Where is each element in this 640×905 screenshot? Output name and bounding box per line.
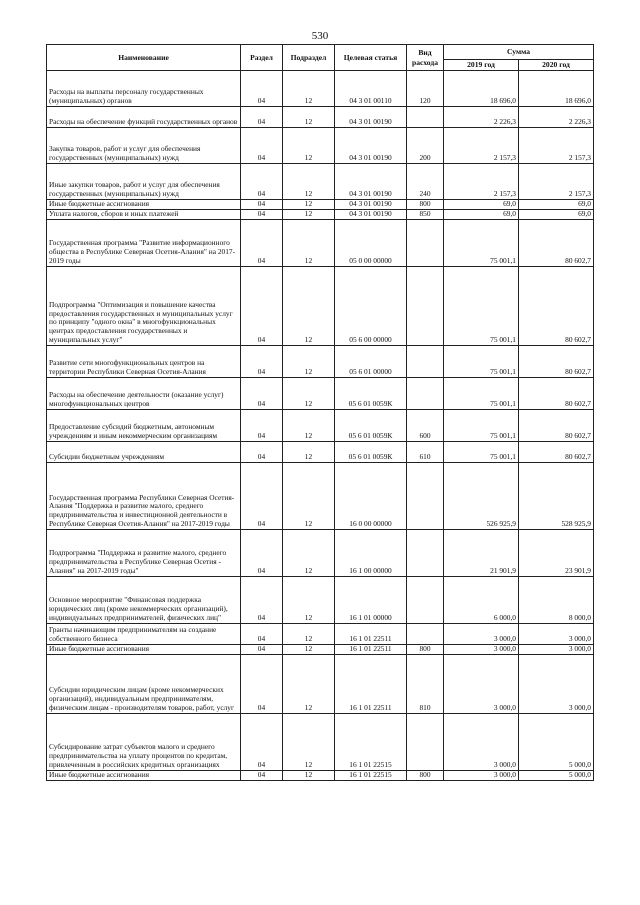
table-row [47, 71, 594, 107]
row-sum-2019: 75 001,1 [444, 442, 519, 463]
row-kind: 850 [407, 210, 444, 220]
table-row [47, 624, 594, 645]
table-row [47, 210, 594, 220]
table-row [47, 378, 594, 410]
row-section: 04 [241, 410, 283, 442]
row-kind [407, 346, 444, 378]
row-target: 16 1 01 22515 [335, 771, 407, 781]
row-subsection: 12 [283, 442, 335, 463]
row-kind [407, 530, 444, 577]
table-header-row [47, 45, 594, 60]
row-sum-2019: 75 001,1 [444, 378, 519, 410]
row-section: 04 [241, 164, 283, 200]
row-target: 16 1 01 22511 [335, 645, 407, 655]
row-sum-2019: 18 696,0 [444, 71, 519, 107]
row-sum-2020: 69,0 [519, 210, 594, 220]
row-target: 16 1 01 22511 [335, 624, 407, 645]
table-row [47, 577, 594, 624]
row-kind: 610 [407, 442, 444, 463]
row-kind [407, 463, 444, 530]
row-sum-2019: 75 001,1 [444, 410, 519, 442]
row-sum-2020: 5 000,0 [519, 714, 594, 771]
row-kind [407, 107, 444, 128]
row-sum-2019: 75 001,1 [444, 220, 519, 267]
row-section: 04 [241, 267, 283, 346]
row-subsection: 12 [283, 346, 335, 378]
row-name: Подпрограмма "Оптимизация и повышение качества предоставления государственных и муниципальных услуг по принципу "одного окна" в многофункциональных центрах предоставления государственных и муниципальных услуг" [47, 267, 241, 346]
row-kind: 810 [407, 655, 444, 714]
row-name: Иные бюджетные ассигнования [47, 771, 241, 781]
row-sum-2020: 23 901,9 [519, 530, 594, 577]
row-sum-2020: 69,0 [519, 200, 594, 210]
table-row [47, 220, 594, 267]
row-sum-2019: 3 000,0 [444, 624, 519, 645]
row-name: Предоставление субсидий бюджетным, автономным учреждениям и иным некоммерческим организациям [47, 410, 241, 442]
row-section: 04 [241, 200, 283, 210]
table-row [47, 410, 594, 442]
row-subsection: 12 [283, 107, 335, 128]
table-row [47, 107, 594, 128]
row-section: 04 [241, 442, 283, 463]
row-subsection: 12 [283, 220, 335, 267]
row-kind [407, 220, 444, 267]
page-number: 530 [311, 30, 329, 42]
row-sum-2019: 3 000,0 [444, 771, 519, 781]
row-target: 16 1 01 22515 [335, 714, 407, 771]
row-subsection: 12 [283, 655, 335, 714]
row-sum-2019: 69,0 [444, 210, 519, 220]
row-sum-2020: 5 000,0 [519, 771, 594, 781]
row-sum-2019: 2 226,3 [444, 107, 519, 128]
row-subsection: 12 [283, 530, 335, 577]
row-sum-2020: 18 696,0 [519, 71, 594, 107]
row-section: 04 [241, 645, 283, 655]
row-subsection: 12 [283, 200, 335, 210]
table-row [47, 164, 594, 200]
row-section: 04 [241, 577, 283, 624]
header-kind: Вид расхода [407, 45, 444, 71]
header-subsection: Подраздел [283, 45, 335, 71]
row-target: 04 3 01 00110 [335, 71, 407, 107]
row-target: 16 1 01 22511 [335, 655, 407, 714]
row-target: 05 6 00 00000 [335, 267, 407, 346]
row-section: 04 [241, 346, 283, 378]
table-row [47, 655, 594, 714]
row-section: 04 [241, 530, 283, 577]
row-sum-2019: 6 000,0 [444, 577, 519, 624]
row-sum-2020: 80 602,7 [519, 378, 594, 410]
row-sum-2020: 2 226,3 [519, 107, 594, 128]
row-section: 04 [241, 624, 283, 645]
row-kind: 800 [407, 645, 444, 655]
row-kind [407, 714, 444, 771]
row-section: 04 [241, 655, 283, 714]
row-target: 04 3 01 00190 [335, 210, 407, 220]
row-subsection: 12 [283, 645, 335, 655]
row-name: Государственная программа "Развитие информационного общества в Республике Северная Осетия-Алания" на 2017-2019 годы [47, 220, 241, 267]
row-name: Иные бюджетные ассигнования [47, 200, 241, 210]
row-kind [407, 624, 444, 645]
row-sum-2020: 80 602,7 [519, 442, 594, 463]
row-section: 04 [241, 378, 283, 410]
row-kind: 120 [407, 71, 444, 107]
header-year-2020: 2020 год [519, 60, 594, 71]
row-name: Субсидии бюджетным учреждениям [47, 442, 241, 463]
row-sum-2020: 3 000,0 [519, 655, 594, 714]
row-sum-2020: 2 157,3 [519, 128, 594, 164]
table-row [47, 128, 594, 164]
table-row [47, 714, 594, 771]
row-subsection: 12 [283, 771, 335, 781]
row-sum-2020: 8 000,0 [519, 577, 594, 624]
budget-table [46, 44, 594, 781]
row-name: Субсидии юридическим лицам (кроме некоммерческих организаций), индивидуальным предпринимателям, физическим лицам - производителям товаров, работ, услуг [47, 655, 241, 714]
row-target: 16 0 00 00000 [335, 463, 407, 530]
header-section: Раздел [241, 45, 283, 71]
header-name: Наименование [47, 45, 241, 71]
row-sum-2019: 75 001,1 [444, 267, 519, 346]
row-subsection: 12 [283, 463, 335, 530]
table-row [47, 200, 594, 210]
row-subsection: 12 [283, 577, 335, 624]
row-sum-2020: 80 602,7 [519, 346, 594, 378]
row-kind [407, 577, 444, 624]
row-section: 04 [241, 210, 283, 220]
row-subsection: 12 [283, 624, 335, 645]
row-subsection: 12 [283, 164, 335, 200]
row-section: 04 [241, 220, 283, 267]
table-row [47, 771, 594, 781]
row-name: Гранты начинающим предпринимателям на создание собственного бизнеса [47, 624, 241, 645]
row-target: 05 6 01 00000 [335, 346, 407, 378]
row-sum-2019: 69,0 [444, 200, 519, 210]
row-target: 04 3 01 00190 [335, 200, 407, 210]
row-subsection: 12 [283, 71, 335, 107]
row-name: Иные бюджетные ассигнования [47, 645, 241, 655]
row-name: Расходы на обеспечение деятельности (оказание услуг) многофункциональных центров [47, 378, 241, 410]
row-subsection: 12 [283, 378, 335, 410]
row-name: Субсидирование затрат субъектов малого и среднего предпринимательства на уплату процентов по кредитам, привлеченным в российских кредитных организациях [47, 714, 241, 771]
row-sum-2019: 2 157,3 [444, 164, 519, 200]
row-sum-2020: 80 602,7 [519, 220, 594, 267]
table-row [47, 530, 594, 577]
row-sum-2019: 3 000,0 [444, 714, 519, 771]
header-sum: Сумма [444, 45, 594, 60]
row-section: 04 [241, 107, 283, 128]
row-target: 04 3 01 00190 [335, 107, 407, 128]
row-sum-2019: 2 157,3 [444, 128, 519, 164]
table-row [47, 463, 594, 530]
row-name: Расходы на обеспечение функций государственных органов [47, 107, 241, 128]
row-section: 04 [241, 771, 283, 781]
row-subsection: 12 [283, 410, 335, 442]
row-name: Закупка товаров, работ и услуг для обеспечения государственных (муниципальных) нужд [47, 128, 241, 164]
row-target: 05 6 01 0059К [335, 378, 407, 410]
row-section: 04 [241, 71, 283, 107]
table-row [47, 442, 594, 463]
row-name: Основное мероприятие "Финансовая поддержка юридических лиц (кроме некоммерческих организаций), индивидуальных предпринимателей, физических лиц" [47, 577, 241, 624]
row-subsection: 12 [283, 128, 335, 164]
row-target: 05 6 01 0059К [335, 410, 407, 442]
table-body [47, 71, 594, 781]
row-name: Иные закупки товаров, работ и услуг для обеспечения государственных (муниципальных) нужд [47, 164, 241, 200]
row-kind [407, 378, 444, 410]
row-subsection: 12 [283, 210, 335, 220]
row-sum-2019: 526 925,9 [444, 463, 519, 530]
row-kind: 800 [407, 200, 444, 210]
row-name: Подпрограмма "Поддержка и развитие малого, среднего предпринимательства в Республике Северная Осетия - Алания" на 2017-2019 годы" [47, 530, 241, 577]
row-sum-2019: 75 001,1 [444, 346, 519, 378]
row-section: 04 [241, 463, 283, 530]
row-sum-2019: 21 901,9 [444, 530, 519, 577]
row-section: 04 [241, 128, 283, 164]
row-target: 16 1 01 00000 [335, 577, 407, 624]
row-name: Расходы на выплаты персоналу государственных (муниципальных) органов [47, 71, 241, 107]
row-kind: 240 [407, 164, 444, 200]
table-row [47, 346, 594, 378]
row-kind: 200 [407, 128, 444, 164]
row-sum-2020: 2 157,3 [519, 164, 594, 200]
row-target: 05 0 00 00000 [335, 220, 407, 267]
row-sum-2020: 3 000,0 [519, 624, 594, 645]
header-year-2019: 2019 год [444, 60, 519, 71]
row-section: 04 [241, 714, 283, 771]
row-target: 16 1 00 00000 [335, 530, 407, 577]
table-row [47, 267, 594, 346]
row-sum-2019: 3 000,0 [444, 645, 519, 655]
row-kind: 600 [407, 410, 444, 442]
row-subsection: 12 [283, 267, 335, 346]
row-sum-2020: 80 602,7 [519, 410, 594, 442]
row-sum-2020: 3 000,0 [519, 645, 594, 655]
header-target: Целевая статья [335, 45, 407, 71]
row-target: 04 3 01 00190 [335, 128, 407, 164]
row-target: 04 3 01 00190 [335, 164, 407, 200]
row-name: Государственная программа Республики Северная Осетия-Алания "Поддержка и развитие малого, среднего предпринимательства и инвестиционной деятельности в Республике Северная Осетия-Алания" на 2017-2019 годы [47, 463, 241, 530]
row-kind [407, 267, 444, 346]
row-subsection: 12 [283, 714, 335, 771]
row-sum-2019: 3 000,0 [444, 655, 519, 714]
row-name: Развитие сети многофункциональных центров на территории Республики Северная Осетия-Алания [47, 346, 241, 378]
row-sum-2020: 80 602,7 [519, 267, 594, 346]
row-kind: 800 [407, 771, 444, 781]
row-name: Уплата налогов, сборов и иных платежей [47, 210, 241, 220]
table-row [47, 645, 594, 655]
row-sum-2020: 528 925,9 [519, 463, 594, 530]
row-target: 05 6 01 0059К [335, 442, 407, 463]
